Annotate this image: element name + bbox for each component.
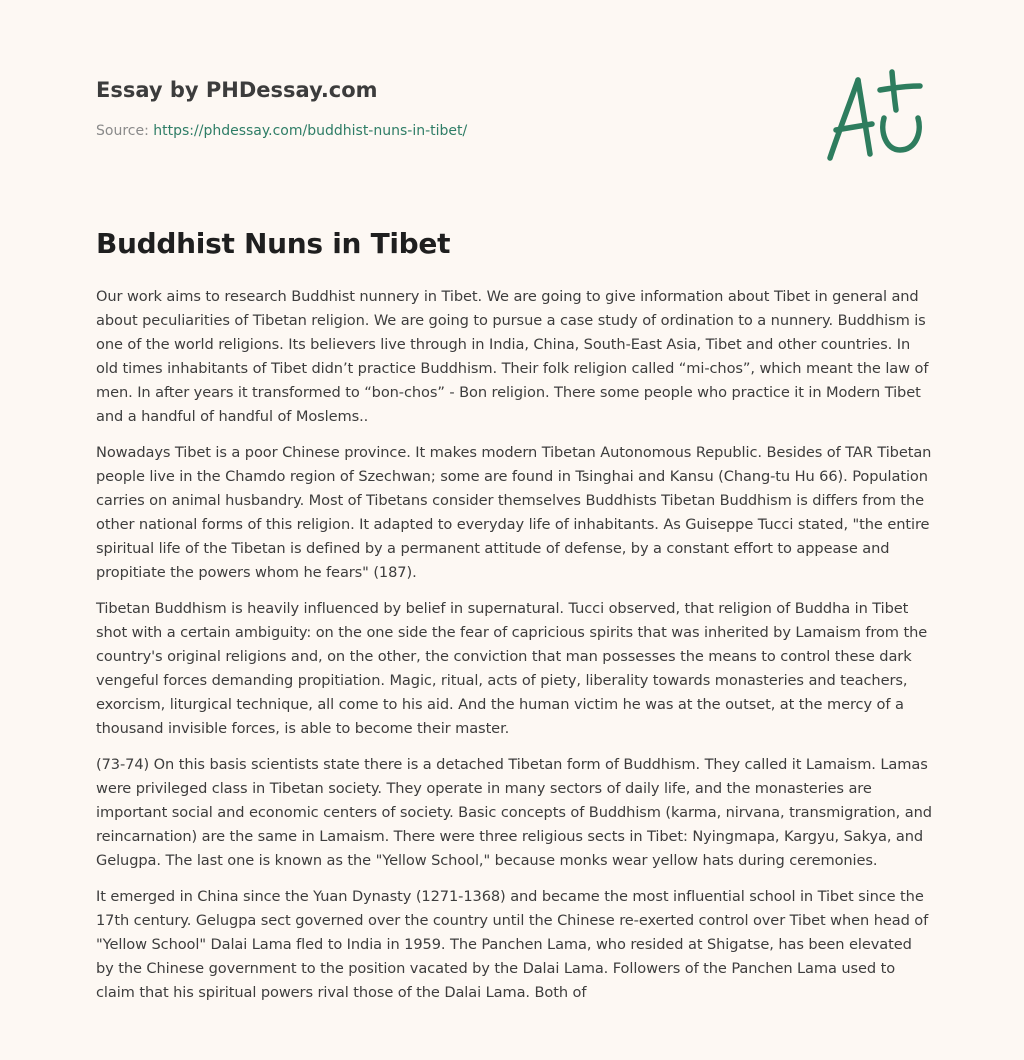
source-link[interactable]: https://phdessay.com/buddhist-nuns-in-tibet/ <box>153 123 468 139</box>
paragraph-3: Tibetan Buddhism is heavily influenced by belief in supernatural. Tucci observed, that religion of Buddha in Tibet shot with a certain ambiguity: on the one side the fear of capricious spirits that was inherited by Lamaism from the country's original religions and, on the other, the conviction that man possesses the means to control these dark vengeful forces demanding propitiation. Magic, ritual, acts of piety, liberality towards monasteries and teachers, exorcism, liturgical technique, all come to his aid. And the human victim he was at the outset, at the mercy of a thousand invisible forces, is able to become their master. <box>96 600 928 737</box>
paragraph-1: Our work aims to research Buddhist nunnery in Tibet. We are going to give information about Tibet in general and about peculiarities of Tibetan religion. We are going to pursue a case study of ordination to a nunnery. Buddhism is one of the world religions. Its believers live through in India, China, South-East Asia, Tibet and other countries. In old times inhabitants of Tibet didn’t practice Buddhism. Their folk religion called “mi-chos”, which meant the law of men. In after years it transformed to “bon-chos” - Bon religion. There some people who practice it in Modern Tibet and a handful of handful of Moslems.. <box>96 288 929 425</box>
article-title: Buddhist Nuns in Tibet <box>96 227 451 260</box>
article-body <box>96 285 932 1017</box>
paragraph-5: It emerged in China since the Yuan Dynasty (1271-1368) and became the most influential school in Tibet since the 17th century. Gelugpa sect governed over the country until the Chinese re-exerted control over Tibet when head of "Yellow School" Dalai Lama fled to India in 1959. The Panchen Lama, who resided at Shigatse, has been elevated by the Chinese government to the position vacated by the Dalai Lama. Followers of the Panchen Lama used to claim that his spiritual powers rival those of the Dalai Lama. Both of <box>96 888 929 1001</box>
a-plus-logo-icon <box>822 66 930 166</box>
source-line <box>96 121 696 141</box>
paragraph-2: Nowadays Tibet is a poor Chinese province. It makes modern Tibetan Autonomous Republic. Besides of TAR Tibetan people live in the Chamdo region of Szechwan; some are found in Tsinghai and Kansu (Chang-tu Hu 66). Population carries on animal husbandry. Most of Tibetans consider themselves Buddhists Tibetan Buddhism is differs from the other national forms of this religion. It adapted to everyday life of inhabitants. As Guiseppe Tucci stated, "the entire spiritual life of the Tibetan is defined by a permanent attitude of defense, by a constant effort to appease and propitiate the powers whom he fears" (187). <box>96 444 932 581</box>
paragraph-4: (73-74) On this basis scientists state there is a detached Tibetan form of Buddhism. They called it Lamaism. Lamas were privileged class in Tibetan society. They operate in many sectors of daily life, and the monasteries are important social and economic centers of society. Basic concepts of Buddhism (karma, nirvana, transmigration, and reincarnation) are the same in Lamaism. There were three religious sects in Tibet: Nyingmapa, Kargyu, Sakya, and Gelugpa. The last one is known as the "Yellow School," because monks wear yellow hats during ceremonies. <box>96 756 932 869</box>
document-header <box>96 76 696 141</box>
source-label: Source: <box>96 123 154 139</box>
site-title: Essay by PHDessay.com <box>96 78 378 102</box>
